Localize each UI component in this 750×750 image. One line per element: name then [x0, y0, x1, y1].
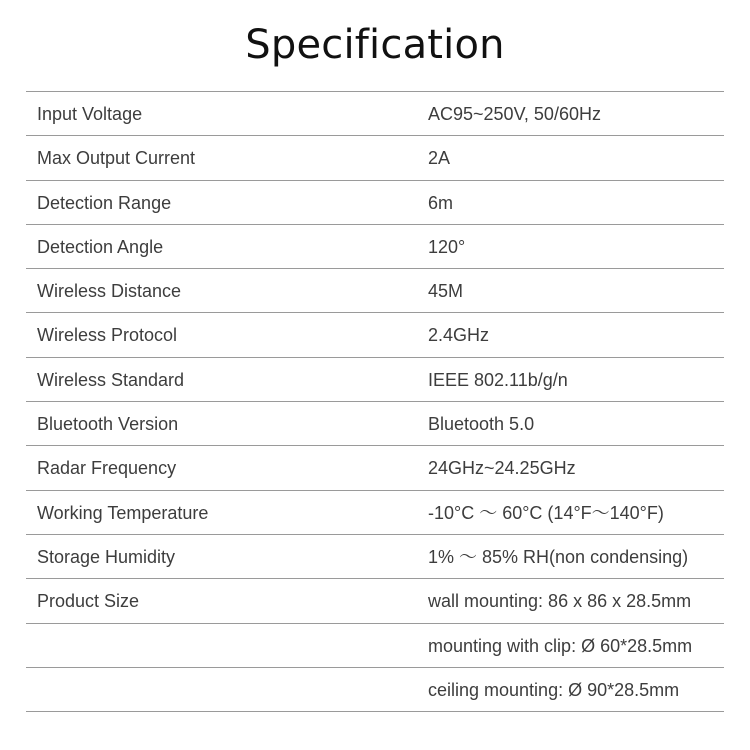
spec-value: -10°C ～ 60°C (14°F～140°F) — [428, 502, 664, 523]
spec-value: 2.4GHz — [428, 325, 490, 346]
table-row — [26, 668, 724, 712]
table-row — [26, 313, 724, 357]
spec-value: 6m — [428, 192, 454, 213]
spec-label: Detection Angle — [37, 236, 164, 257]
spec-label: Wireless Protocol — [37, 325, 178, 346]
table-row — [26, 181, 724, 225]
spec-label: Storage Humidity — [37, 546, 176, 567]
spec-value: AC95~250V, 50/60Hz — [428, 104, 601, 124]
spec-value: ceiling mounting: Ø 90*28.5mm — [428, 679, 680, 700]
spec-value: 1% ～ 85% RH(non condensing) — [428, 546, 689, 567]
spec-table — [26, 91, 724, 712]
table-row — [26, 92, 724, 136]
table-row — [26, 269, 724, 313]
spec-label: Wireless Standard — [37, 369, 185, 390]
spec-value: 45M — [428, 281, 464, 302]
table-row — [26, 491, 724, 535]
spec-value: 120° — [428, 236, 466, 257]
table-row — [26, 225, 724, 269]
table-row — [26, 402, 724, 446]
spec-label: Radar Frequency — [37, 458, 177, 479]
spec-label: Working Temperature — [37, 502, 209, 523]
spec-value: wall mounting: 86 x 86 x 28.5mm — [428, 591, 692, 612]
table-row — [26, 446, 724, 490]
table-row — [26, 624, 724, 668]
spec-value: IEEE 802.11b/g/n — [428, 369, 568, 390]
page-title: Specification — [245, 22, 505, 68]
spec-label: Wireless Distance — [37, 281, 182, 302]
spec-value: Bluetooth 5.0 — [428, 414, 535, 435]
spec-value: 24GHz~24.25GHz — [428, 458, 576, 479]
table-row — [26, 535, 724, 579]
table-row — [26, 579, 724, 623]
spec-label: Input Voltage — [37, 104, 143, 124]
spec-label: Max Output Current — [37, 148, 196, 169]
table-row — [26, 358, 724, 402]
spec-value: mounting with clip: Ø 60*28.5mm — [428, 635, 693, 656]
spec-label: Product Size — [37, 591, 140, 612]
spec-value: 2A — [428, 148, 451, 169]
spec-label: Detection Range — [37, 192, 172, 213]
spec-label: Bluetooth Version — [37, 414, 179, 435]
table-row — [26, 136, 724, 180]
